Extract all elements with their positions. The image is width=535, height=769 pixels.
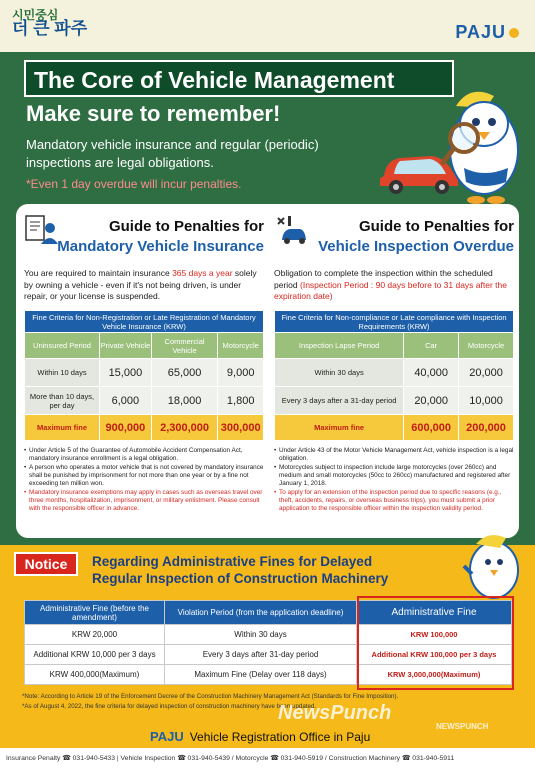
- table-cell: Additional KRW 10,000 per 3 days: [25, 645, 165, 665]
- table-cell: Within 30 days: [165, 625, 357, 645]
- intro-text: Mandatory vehicle insurance and regular (periodic) inspections are legal obligations.: [26, 137, 319, 170]
- note-item: • Mandatory insurance exemptions may apply in cases such as overseas travel over three months, hospitalization, imprisonment, or military enlistment. Please consult with the responsible officer in advance.: [24, 489, 264, 514]
- insurance-fine-table: [24, 310, 264, 441]
- main-title-box: [24, 60, 454, 97]
- table-cell: Maximum Fine (Delay over 118 days): [165, 665, 357, 685]
- table-cell: 600,000: [404, 415, 459, 441]
- table-cell: KRW 20,000: [25, 625, 165, 645]
- max-fine-row: [275, 415, 514, 441]
- office-name: Vehicle Registration Office in Paju: [189, 730, 371, 744]
- column-header: Car: [404, 333, 459, 359]
- note-item: • Motorcycles subject to inspection include large motorcycles (over 260cc) and medium and small motorcycles (50cc to 260cc) manufactured and registered after January 1, 2018.: [274, 464, 514, 489]
- inspection-fine-table: [274, 310, 514, 441]
- max-fine-row: [25, 415, 264, 441]
- table-cell: 20,000: [404, 387, 459, 415]
- notice-badge: Notice: [14, 552, 78, 576]
- city-slogan-logo: [12, 8, 87, 36]
- notice-note: *Note: According to Article 19 of the Enforcement Decree of the Construction Machinery Management Act (Standards for Fine Imposition).: [22, 693, 399, 700]
- paju-logo: [455, 22, 519, 43]
- table-cell: Within 10 days: [25, 359, 100, 387]
- table-row: [275, 359, 514, 387]
- page-title: The Core of Vehicle Management: [34, 67, 395, 93]
- inspection-header: [274, 212, 514, 268]
- paju-logo-text: PAJU: [455, 22, 506, 42]
- inspection-heading-line2: Vehicle Inspection Overdue: [318, 238, 514, 255]
- header-strip: [0, 0, 535, 52]
- note-item: • A person who operates a motor vehicle that is not covered by mandatory insurance shall be punished by imprisonment for not more than one year or by a fine not exceeding ten million won.: [24, 464, 264, 489]
- highlight-frame: [357, 596, 514, 690]
- table-title: Fine Criteria for Non-Registration or Late Registration of Mandatory Vehicle Insurance (KRW): [25, 311, 264, 333]
- table-cell: KRW 3,000,000(Maximum): [357, 665, 512, 685]
- table-cell: Every 3 days after 31-day period: [165, 645, 357, 665]
- contact-numbers: Insurance Penalty ☎ 031-940-5433 | Vehicle Inspection ☎ 031-940-5439 / Motorcycle ☎ 031-940-5919 / Construction Machinery ☎ 031-940-5911: [6, 755, 455, 762]
- column-header: Commercial Vehicle: [151, 333, 218, 359]
- watermark-small: NEWSPUNCH: [436, 722, 489, 731]
- table-row: [25, 387, 264, 415]
- page-subtitle: Make sure to remember!: [26, 101, 281, 126]
- slogan-line1: 시민중심: [12, 8, 59, 22]
- column-header: Inspection Lapse Period: [275, 333, 404, 359]
- bird-mascot-small-icon: [462, 530, 526, 600]
- table-cell: 6,000: [100, 387, 152, 415]
- sun-icon: [509, 28, 519, 38]
- column-header: Administrative Fine: [357, 601, 512, 625]
- table-cell: Within 30 days: [275, 359, 404, 387]
- note-item: • To apply for an extension of the inspection period due to specific reasons (e.g., theft, accidents, repairs, or overseas business trips), you must submit a prior application to the responsible officer within the inspection validity period.: [274, 489, 514, 514]
- table-cell: 10,000: [459, 387, 514, 415]
- table-cell: KRW 400,000(Maximum): [25, 665, 165, 685]
- table-title: Fine Criteria for Non-compliance or Late compliance with Inspection Requirements (KRW): [275, 311, 514, 333]
- desc-text: solely by owning a vehicle - even if it's not being driven, is under repair, or your license is suspended.: [24, 268, 257, 301]
- insurance-heading-line2: Mandatory Vehicle Insurance: [57, 238, 264, 255]
- notice-title: [92, 553, 388, 587]
- penalty-guide-panel: [16, 204, 519, 538]
- desc-text: Obligation to complete the inspection within the scheduled period: [274, 268, 493, 290]
- document-person-icon: [24, 214, 58, 244]
- table-cell: 40,000: [404, 359, 459, 387]
- table-row: [25, 359, 264, 387]
- column-header: Private Vehicle: [100, 333, 152, 359]
- table-cell: 20,000: [459, 359, 514, 387]
- inspection-description: [274, 268, 514, 308]
- table-cell: 18,000: [151, 387, 218, 415]
- footer-logo: PAJU: [150, 729, 184, 744]
- table-cell: Maximum fine: [275, 415, 404, 441]
- column-header: Motorcycle: [218, 333, 264, 359]
- note-item: • Under Article 5 of the Guarantee of Automobile Accident Compensation Act, mandatory insurance enrollment is a legal obligation.: [24, 447, 264, 463]
- bird-mascot-icon: [430, 86, 526, 206]
- slogan-line2: 더 큰 파주: [12, 19, 88, 38]
- insurance-section: [24, 212, 264, 514]
- inspection-notes: [274, 447, 514, 514]
- insurance-notes: [24, 447, 264, 514]
- table-cell: 9,000: [218, 359, 264, 387]
- overdue-warning: *Even 1 day overdue will incur penalties.: [26, 177, 242, 191]
- inspection-section: [274, 212, 514, 514]
- table-cell: 2,300,000: [151, 415, 218, 441]
- wrench-car-icon: [274, 214, 308, 244]
- notice-title-line1: Regarding Administrative Fines for Delayed: [92, 554, 373, 569]
- table-cell: Maximum fine: [25, 415, 100, 441]
- column-header: Administrative Fine (before the amendment): [25, 601, 165, 625]
- desc-highlight: (Inspection Period : 90 days before to 31 days after the expiration date): [274, 279, 507, 301]
- column-header: Motorcycle: [459, 333, 514, 359]
- contact-bar: [0, 748, 535, 769]
- table-cell: 1,800: [218, 387, 264, 415]
- note-item: • Under Article 43 of the Motor Vehicle Management Act, vehicle inspection is a legal obligation.: [274, 447, 514, 463]
- insurance-heading-line1: Guide to Penalties for: [108, 218, 264, 235]
- inspection-heading-line1: Guide to Penalties for: [358, 218, 514, 235]
- table-cell: 65,000: [151, 359, 218, 387]
- table-cell: More than 10 days, per day: [25, 387, 100, 415]
- table-cell: 15,000: [100, 359, 152, 387]
- desc-text: You are required to maintain insurance: [24, 268, 173, 278]
- column-header: Violation Period (from the application deadline): [165, 601, 357, 625]
- insurance-header: [24, 212, 264, 268]
- column-header: Uninsured Period: [25, 333, 100, 359]
- table-cell: KRW 100,000: [357, 625, 512, 645]
- notice-note: *As of August 4, 2022, the fine criteria for delayed inspection of construction machinery have been updated.: [22, 703, 317, 710]
- footer-title: [150, 729, 370, 744]
- insurance-description: [24, 268, 264, 308]
- table-cell: Every 3 days after a 31-day period: [275, 387, 404, 415]
- watermark: NewsPunch: [278, 702, 392, 724]
- notice-title-line2: Regular Inspection of Construction Machinery: [92, 571, 389, 586]
- table-cell: 300,000: [218, 415, 264, 441]
- desc-highlight: 365 days a year: [172, 268, 233, 278]
- table-cell: 900,000: [100, 415, 152, 441]
- table-cell: 200,000: [459, 415, 514, 441]
- table-cell: Additional KRW 100,000 per 3 days: [357, 645, 512, 665]
- table-row: [275, 387, 514, 415]
